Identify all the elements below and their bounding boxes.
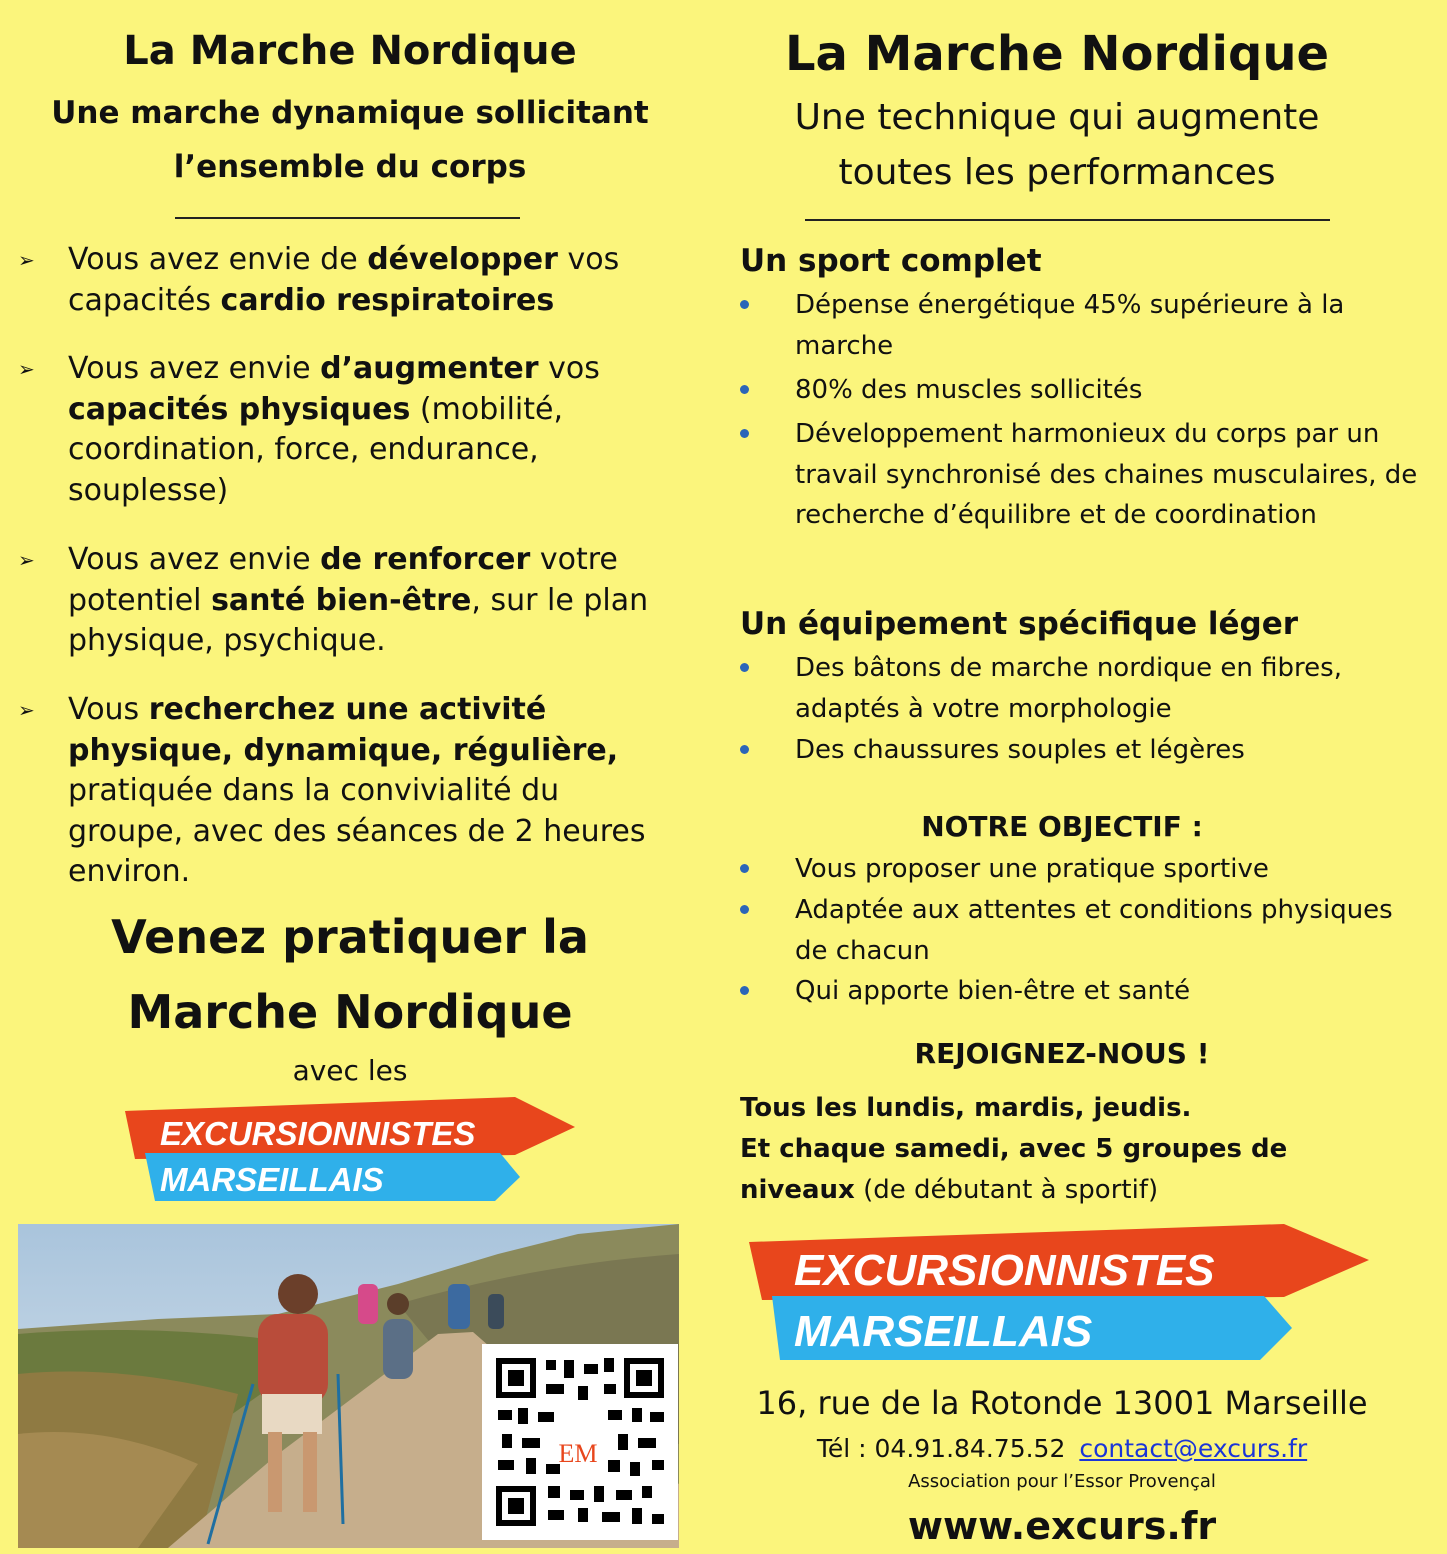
arrow-bullet-icon: ➢ <box>18 357 35 381</box>
right-divider <box>805 219 1330 221</box>
avec-les: avec les <box>292 1054 408 1087</box>
logo-text-bottom: MARSEILLAIS <box>160 1161 384 1198</box>
cta-line2: Marche Nordique <box>127 985 573 1039</box>
left-divider <box>175 217 520 219</box>
cta-line1: Venez pratiquer la <box>111 910 589 964</box>
right-subtitle-line2: toutes les performances <box>838 152 1276 193</box>
logo-text-top: EXCURSIONNISTES <box>160 1115 476 1152</box>
list-item: Dépense énergétique 45% supérieure à la marche <box>740 285 1430 366</box>
left-subtitle-line2: l’ensemble du corps <box>173 149 527 185</box>
schedule: Tous les lundis, mardis, jeudis. Et chaque samedi, avec 5 groupes de niveaux (de débutant à sportif) <box>740 1093 1288 1205</box>
bullet-dot-icon <box>740 905 749 914</box>
section-heading-equipement: Un équipement spécifique léger <box>740 606 1299 642</box>
left-title: La Marche Nordique <box>123 28 577 74</box>
bullet-dot-icon <box>740 864 749 873</box>
bullet-dot-icon <box>740 429 749 438</box>
qr-letters: EM <box>558 1439 598 1468</box>
email-link[interactable]: contact@excurs.fr <box>1079 1434 1308 1463</box>
right-subtitle-line1: Une technique qui augmente <box>794 97 1320 138</box>
logo-text-bottom: MARSEILLAIS <box>794 1307 1093 1356</box>
arrow-bullet-icon: ➢ <box>18 248 35 272</box>
association-name: Association pour l’Essor Provençal <box>908 1471 1216 1492</box>
phone-number: Tél : 04.91.84.75.52 <box>816 1434 1066 1463</box>
list-item: Vous proposer une pratique sportive <box>740 849 1430 890</box>
excursionnistes-logo-small <box>120 1097 580 1207</box>
nordic-walking-photo <box>18 1224 679 1548</box>
list-item: Des chaussures souples et légères <box>740 730 1430 771</box>
left-bullet-2: ➢ Vous avez envie d’augmenter vos capacités physiques (mobilité, coordination, force, endurance, souplesse) <box>18 351 600 508</box>
address: 16, rue de la Rotonde 13001 Marseille <box>756 1384 1368 1422</box>
left-subtitle-line1: Une marche dynamique sollicitant <box>51 95 649 131</box>
bullet-dot-icon <box>740 385 749 394</box>
left-bullet-4: ➢ Vous recherchez une activité physique, dynamique, régulière, pratiquée dans la convivialité du groupe, avec des séances de 2 heures environ. <box>18 692 646 889</box>
right-title: La Marche Nordique <box>784 26 1330 82</box>
excursionnistes-logo-large <box>744 1222 1374 1364</box>
right-panel <box>712 0 1447 1554</box>
bullet-dot-icon <box>740 663 749 672</box>
section-heading-sport: Un sport complet <box>740 243 1042 279</box>
list-item: Qui apporte bien-être et santé <box>740 971 1430 1012</box>
bullet-dot-icon <box>740 745 749 754</box>
list-item: Des bâtons de marche nordique en fibres, adaptés à votre morphologie <box>740 648 1430 729</box>
left-bullet-3: ➢ Vous avez envie de renforcer votre potentiel santé bien-être, sur le plan physique, psychique. <box>18 542 649 658</box>
website-link[interactable]: www.excurs.fr <box>907 1504 1217 1548</box>
arrow-bullet-icon: ➢ <box>18 548 35 572</box>
bullet-dot-icon <box>740 300 749 309</box>
contact-line <box>712 1434 1412 1463</box>
qr-code[interactable] <box>482 1344 678 1540</box>
list-item: 80% des muscles sollicités <box>740 370 1430 411</box>
bullet-dot-icon <box>740 986 749 995</box>
left-panel <box>0 0 700 1554</box>
list-item: Développement harmonieux du corps par un travail synchronisé des chaines musculaires, de recherche d’équilibre et de coordination <box>740 414 1430 536</box>
left-bullet-1: ➢ Vous avez envie de développer vos capacités cardio respiratoires <box>18 242 620 318</box>
rejoignez-heading: REJOIGNEZ-NOUS ! <box>914 1037 1210 1070</box>
list-item: Adaptée aux attentes et conditions physiques de chacun <box>740 890 1430 971</box>
objectif-heading: NOTRE OBJECTIF : <box>921 810 1203 843</box>
logo-text-top: EXCURSIONNISTES <box>794 1246 1215 1295</box>
arrow-bullet-icon: ➢ <box>18 698 35 722</box>
